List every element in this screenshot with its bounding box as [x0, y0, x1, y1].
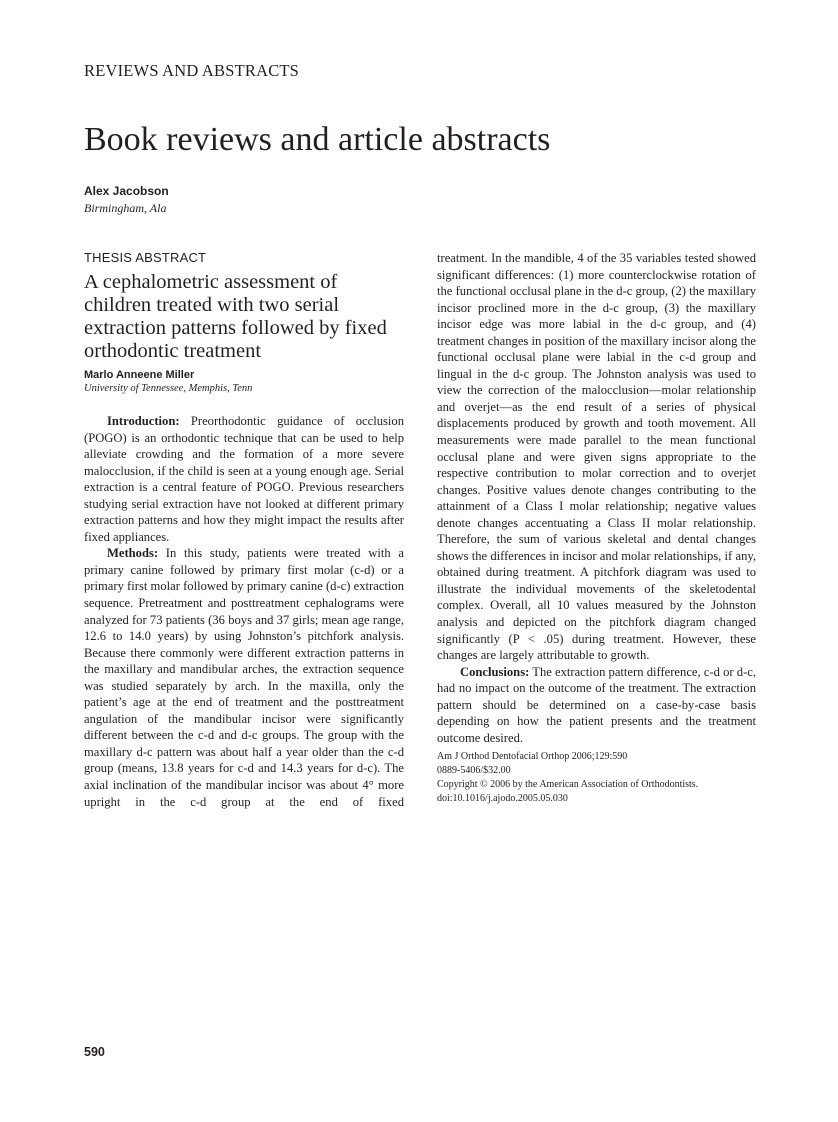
article-affiliation: University of Tennessee, Memphis, Tenn	[84, 383, 253, 394]
article-title: A cephalometric assessment of children treated with two serial extraction patterns followed by fixed orthodontic treatment	[84, 271, 387, 362]
intro-text: Preorthodontic guidance of occlusion (POGO) is an orthodontic technique that can be used to help alleviate crowding and the formation of a more severe malocclusion, if the child is seen at a young enough age. Serial extraction is a central feature of POGO. Previous researchers studying serial extraction have not looked at different primary extraction patterns and how they might impact the results after fixed appliances.	[84, 414, 404, 544]
citation: Am J Orthod Dentofacial Orthop 2006;129:590	[437, 751, 628, 763]
methods-heading: Methods:	[107, 546, 159, 561]
author-name: Alex Jacobson	[84, 184, 169, 198]
page-number: 590	[84, 1045, 105, 1059]
section-label: THESIS ABSTRACT	[84, 250, 207, 265]
page-title: Book reviews and article abstracts	[84, 121, 551, 158]
intro-heading: Introduction:	[107, 414, 180, 428]
article-author: Marlo Anneene Miller	[84, 369, 195, 381]
methods-paragraph	[84, 545, 404, 810]
left-column	[84, 250, 404, 810]
introduction-paragraph	[84, 413, 404, 545]
methods-continued: treatment. In the mandible, 4 of the 35 variables tested showed significant differences: (1) more counterclockwise rotation of the functional occlusal plane in the d-c group, (2) the maxillary incisor proclined more in the d-c group, (3) the maxillary incisor edge was more labial in the d-c group, and (4) treatment changes in position of the maxillary incisor along the functional occlusal plane were labial in the c-d group and lingual in the d-c group. The Johnston analysis was used to view the correction of the malocclusion—molar relationship and overjet—as the end result of a series of physical displacements produced by growth and tooth movement. All measurements were made parallel to the mean functional occlusal plane and were given signs appropriate to the respective contribution to molar correction and to overjet changes. Positive values denote changes contributing to the attainment of a Class I molar relationship; negative values denote changes accentuating a Class II molar relationship. Therefore, the sum of various skeletal and dental changes shows the differences in incisor and molar relationships, if any, obtained during treatment. A pitchfork diagram was used to illustrate the individual movements of the skeletodental complex. Overall, all 10 values measured by the Johnston analysis and depicted on the pitchfork diagram changed significantly (P < .05) during treatment. However, these changes are largely attributable to growth.	[437, 251, 756, 663]
methods-text-left: In this study, patients were treated with a primary canine followed by primary first molar (c-d) or a primary first molar followed by primary canine (d-c) extraction sequence. Pretreatment and posttreatment cephalograms were analyzed for 73 patients (36 boys and 37 girls; mean age range, 12.6 to 14.0 years) by using Johnston’s pitchfork analysis. Because there commonly were different extraction patterns in the maxillary and mandibular arches, the extraction sequence was studied separately by arch. In the maxilla, only the patient’s age at the end of treatment and the posttreatment angulation of the mandibular incisor were significantly different between the c-d and d-c groups. The group with the maxillary d-c pattern was about half a year older than the c-d group (means, 13.8 years for c-d and 14.3 years for d-c). The axial inclination of the mandibular incisor was about 4° more upright in the c-d group at the end of fixed	[84, 546, 404, 809]
conclusions-heading: Conclusions:	[460, 664, 530, 679]
author-location: Birmingham, Ala	[84, 201, 167, 215]
issn: 0889-5406/$32.00	[437, 765, 511, 777]
doi: doi:10.1016/j.ajodo.2005.05.030	[437, 793, 568, 805]
citation-block	[437, 750, 756, 806]
copyright: Copyright © 2006 by the American Association of Orthodontists.	[437, 779, 699, 791]
conclusions-text: The extraction pattern difference, c-d or d-c, had no impact on the outcome of the treatment. The extraction pattern should be determined on a case-by-case basis depending on how the patient presents and the treatment outcome desired.	[437, 664, 756, 745]
running-head: REVIEWS AND ABSTRACTS	[84, 61, 300, 80]
right-column	[437, 250, 756, 806]
conclusions-paragraph	[437, 664, 756, 747]
